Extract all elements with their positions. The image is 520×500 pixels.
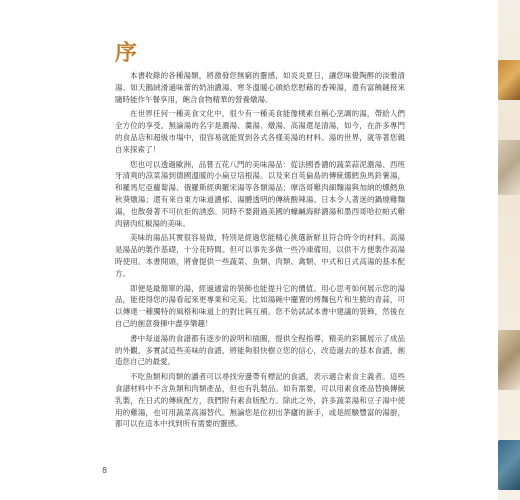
paragraph: 本書收錄的各種湯類，將激發您無窮的靈感，如炎炎夏日，讓您味覺陶醉的淡雅清湯、如天鵝絨滑過味蕾的奶油濃湯、寒冬溫暖心頭給您慰藉的香辣湯，還有富饒鏈接來隨時能作午餐享用，飽合食物精華的營養燉湯。	[115, 71, 405, 104]
paragraph: 書中每道湯的食譜都有逐步的說明和插圖，提供全程指導，精美的彩圖展示了成品的外觀，多實試這些美味的食譜，將能夠很快樹立您的信心，改造過去的基本食譜，創造您自己的最愛。	[115, 333, 405, 367]
paragraph: 在世界任何一種美食文化中，很少有一種美食能像樸素自稱心烹調的湯，帶給人們全方位的享受。無論湯的名字是濃湯、羹湯、燉湯、高湯還是清湯，如今，在許多專門的食品店和超級市場中，很容易就能買到各式各樣美湯的材料。湯的世界，就等著您親自來探索了！	[115, 109, 405, 154]
food-photo-thumbnail	[498, 330, 520, 390]
food-photo-thumbnail	[498, 60, 520, 100]
page-edge-strip	[498, 0, 520, 500]
paragraph: 即便是最簡單的湯，經過適當的裝飾也能提升它的價值。用心思考如何展示您的湯品，能使得您的湯看起來更專業和完美。比如湯碗中擺置的烤麵包片和生脆的青蒜，可以傳達一種獨特的風格和味道上的對比與互補。您不妨試試本書中建議的裝飾，然後在自己的創意發揮中盡享樂趣！	[115, 283, 405, 328]
page-number: 8	[102, 466, 108, 475]
paragraph: 您也可以透過歐洲，品嘗五花八門的美味湯品：從法國香濃的蔬菜蒜泥濃湯、西班牙清爽的涼菜湯到德國溫暖的小扁豆培根湯。以及來自英倫島的傳統燻鱈魚馬鈴薯湯，和羅馬尼亞蘿蔔湯、俄羅斯經典羅宋湯等各類湯品；摩洛哥雞肉細麵湯與加納的燻鱈魚秋葵燉湯；還有來自東方味道濃郁、湯體透明的傳統酸辣湯、日本令人著迷的鍋燒雞麵湯，也散發著不可抗拒的誘惑。同時不要錯過美國的蠔鹹海鮮濃湯和墨西哥哈拉帕式雞肉豬肉紅椒湯的美味。	[115, 159, 405, 228]
paragraph: 不吃魚類和肉類的讀者可以尋找旁邊帶有標記的食譜，表示適合素食主義者。這些食譜材料中不含魚類和肉類產品，但也有乳製品。如有需要，可以用素食產品替換傳統乳製，在日式的傳統配方，我們附有素食版配方。除此之外，許多蔬菜湯和豆子湯中使用的雞湯，也可用蔬菜高湯替代。無論您是位初出茅廬的新手，或是經驗豐富的湯廚，都可以在這本中找到所有需要的靈感。	[115, 372, 405, 429]
food-photo-thumbnail	[498, 140, 520, 195]
preface-body	[115, 70, 405, 433]
page-title: 序	[115, 40, 139, 66]
food-photo-thumbnail	[498, 440, 520, 490]
paragraph: 美味的湯品其實很容易做，特別是經過您能精心挑選新鮮且符合時令的材料。高湯是湯品的製作基礎，十分花時間。但可以事先多做一些冷凍備用，以供不方便製作高湯時使用。本書開頭，將會提供一些蔬菜、魚類、肉類、禽類、中式和日式高湯的基本配方。	[115, 233, 405, 278]
